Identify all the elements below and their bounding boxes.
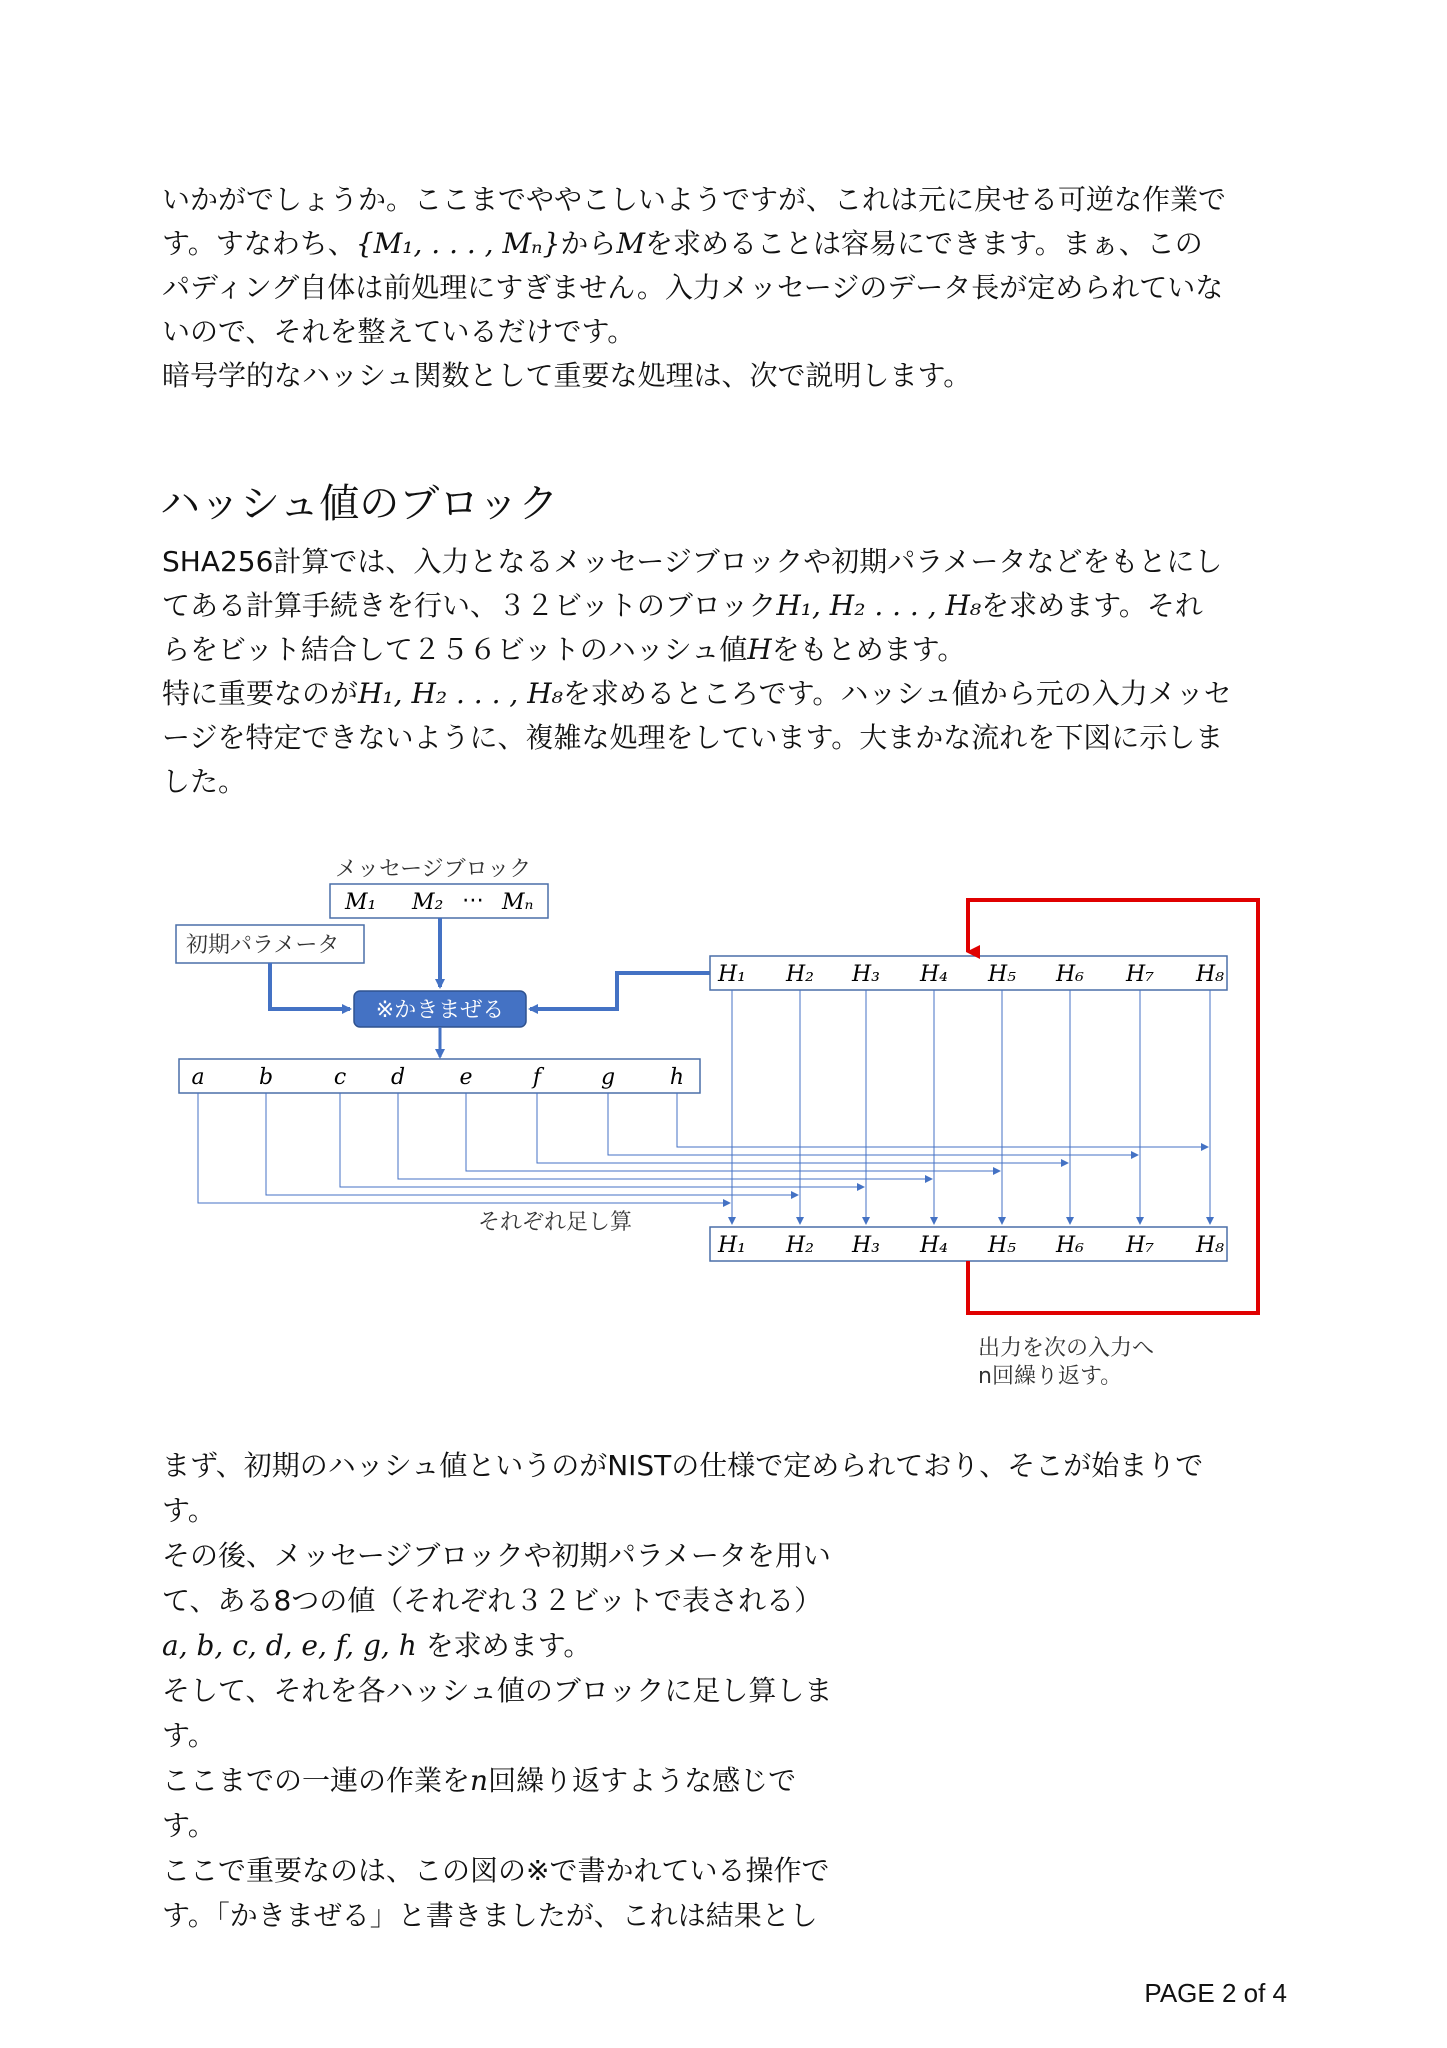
connector-var-g xyxy=(608,1093,1138,1155)
intro-line-5: 暗号学的なハッシュ関数として重要な処理は、次で説明します。 xyxy=(162,359,972,392)
message-block-mn: Mₙ xyxy=(502,890,534,915)
h-bottom-7: H₇ xyxy=(1125,1233,1155,1258)
var-h: h xyxy=(669,1065,685,1090)
message-block-m2: M₂ xyxy=(412,890,444,915)
h-top-1: H₁ xyxy=(717,962,747,987)
var-e: e xyxy=(459,1065,473,1090)
connector-var-c xyxy=(340,1093,864,1187)
after-line-6: そして、それを各ハッシュ値のブロックに足し算しま xyxy=(162,1674,833,1707)
section-p1-line-2: てある計算手続きを行い、３２ビットのブロックH₁, H₂ . . . , H₈を求めます。それ xyxy=(162,589,1203,622)
after-line-5: a, b, c, d, e, f, g, h を求めます。 xyxy=(162,1629,592,1662)
h-bottom-1: H₁ xyxy=(717,1233,747,1258)
var-d: d xyxy=(390,1065,406,1090)
section-p2-line-3: した。 xyxy=(162,765,247,798)
initial-params-label: 初期パラメータ xyxy=(186,933,340,958)
connector-var-d xyxy=(398,1093,932,1179)
arrow-params-to-mix xyxy=(270,963,350,1009)
after-line-2: す。 xyxy=(162,1494,216,1527)
h-top-7: H₇ xyxy=(1125,962,1155,987)
h-top-6: H₆ xyxy=(1055,962,1085,987)
h-bottom-6: H₆ xyxy=(1055,1233,1085,1258)
h-bottom-4: H₄ xyxy=(919,1233,949,1258)
h-top-2: H₂ xyxy=(785,962,815,987)
sum-label: それぞれ足し算 xyxy=(478,1210,633,1235)
sha256-flow-diagram xyxy=(0,840,1447,1400)
connector-var-b xyxy=(266,1093,798,1195)
h-bottom-2: H₂ xyxy=(785,1233,815,1258)
h-top-8: H₈ xyxy=(1195,962,1225,987)
after-line-3: その後、メッセージブロックや初期パラメータを用い xyxy=(162,1539,831,1572)
after-line-1: まず、初期のハッシュ値というのがNISTの仕様で定められており、そこが始まりで xyxy=(162,1449,1204,1482)
loop-label-1: 出力を次の入力へ xyxy=(978,1336,1155,1361)
message-block-dots: ⋯ xyxy=(462,888,484,913)
loop-label-2: n回繰り返す。 xyxy=(978,1364,1123,1389)
var-f: f xyxy=(532,1065,542,1090)
message-block-m1: M₁ xyxy=(345,890,377,915)
h-top-4: H₄ xyxy=(919,962,949,987)
mix-label: ※かきまぜる xyxy=(375,998,505,1023)
intro-line-3: パディング自体は前処理にすぎません。入力メッセージのデータ長が定められていな xyxy=(162,271,1224,304)
h-bottom-8: H₈ xyxy=(1195,1233,1225,1258)
message-block-label: メッセージブロック xyxy=(335,857,532,882)
section-p1-line-3: らをビット結合して２５６ビットのハッシュ値Hをもとめます。 xyxy=(162,633,966,666)
var-b: b xyxy=(258,1065,274,1090)
var-c: c xyxy=(333,1065,347,1090)
after-line-10: ここで重要なのは、この図の※で書かれている操作で xyxy=(162,1854,830,1887)
connector-var-h xyxy=(677,1093,1208,1147)
after-line-7: す。 xyxy=(162,1719,216,1752)
after-line-11: す。「かきまぜる」と書きましたが、これは結果とし xyxy=(162,1899,818,1932)
h-top-3: H₃ xyxy=(851,962,881,987)
after-line-8: ここまでの一連の作業をn回繰り返すような感じで xyxy=(162,1764,797,1797)
var-a: a xyxy=(191,1065,205,1090)
section-p2-line-2: ージを特定できないように、複雑な処理をしています。大まかな流れを下図に示しま xyxy=(162,721,1224,754)
var-g: g xyxy=(600,1065,616,1090)
h-bottom-5: H₅ xyxy=(987,1233,1017,1258)
arrow-h-to-mix xyxy=(530,973,710,1009)
section-paragraph xyxy=(162,540,1302,804)
intro-paragraph xyxy=(162,178,1302,398)
intro-line-2: す。すなわち、{M₁, . . . , Mₙ}からMを求めることは容易にできます。まぁ、この xyxy=(162,227,1203,260)
intro-line-1: いかがでしょうか。ここまでややこしいようですが、これは元に戻せる可逆な作業で xyxy=(162,183,1227,216)
connector-var-f xyxy=(537,1093,1068,1163)
page-number: PAGE 2 of 4 xyxy=(1144,1978,1287,2008)
after-line-4: て、ある8つの値（それぞれ３２ビットで表される） xyxy=(162,1584,823,1617)
section-title: ハッシュ値のブロック xyxy=(160,481,559,527)
connector-var-e xyxy=(466,1093,1000,1171)
intro-line-4: いので、それを整えているだけです。 xyxy=(162,315,636,348)
vars-box xyxy=(179,1059,700,1093)
section-p1-line-1: SHA256計算では、入力となるメッセージブロックや初期パラメータなどをもとにし xyxy=(162,545,1223,578)
after-line-9: す。 xyxy=(162,1809,216,1842)
h-bottom-3: H₃ xyxy=(851,1233,881,1258)
section-p2-line-1: 特に重要なのがH₁, H₂ . . . , H₈を求めるところです。ハッシュ値から元の入力メッセ xyxy=(162,677,1232,710)
h-top-5: H₅ xyxy=(987,962,1017,987)
